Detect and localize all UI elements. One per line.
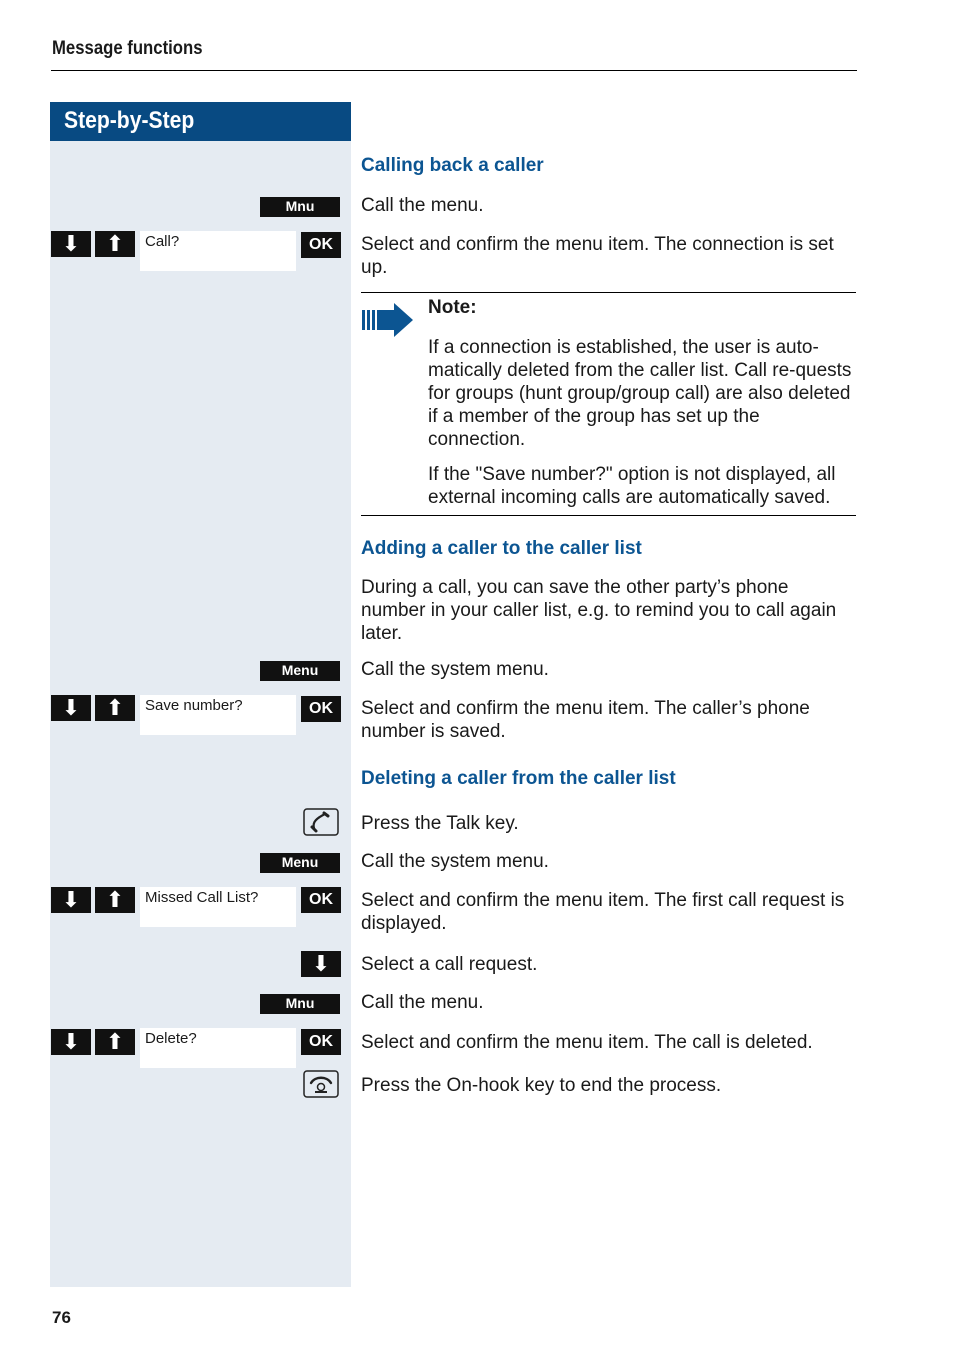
running-header: Message functions bbox=[52, 38, 203, 59]
talk-key-icon[interactable] bbox=[303, 808, 339, 836]
ok-key[interactable]: OK bbox=[301, 232, 341, 258]
display-text: Missed Call List? bbox=[145, 889, 259, 906]
note-arrow-icon bbox=[361, 302, 415, 338]
note-paragraph: If a connection is established, the user is auto-matically deleted from the caller list. Call re-quests for groups (hunt group/group call) are also deleted if a member of the group has set up the connection. bbox=[428, 337, 852, 450]
step-text: Call the menu. bbox=[361, 992, 484, 1013]
note-label: Note: bbox=[428, 297, 477, 318]
section-heading-deleting-caller: Deleting a caller from the caller list bbox=[361, 768, 676, 789]
step-text: Select and confirm the menu item. The connection is set up. bbox=[361, 234, 834, 278]
section-heading-calling-back: Calling back a caller bbox=[361, 155, 544, 176]
note-paragraph: If the "Save number?" option is not displayed, all external incoming calls are automatically saved. bbox=[428, 464, 836, 508]
on-hook-key-icon[interactable] bbox=[303, 1070, 339, 1098]
ok-key[interactable]: OK bbox=[301, 1029, 341, 1055]
header-rule bbox=[51, 70, 857, 71]
page-number: 76 bbox=[52, 1308, 71, 1327]
note-top-rule bbox=[361, 292, 856, 293]
up-arrow-key-icon[interactable]: ⬆ bbox=[95, 887, 135, 913]
up-arrow-key-icon[interactable]: ⬆ bbox=[95, 1029, 135, 1055]
step-text: Call the system menu. bbox=[361, 659, 549, 680]
step-text: Call the menu. bbox=[361, 195, 484, 216]
sidebar-title: Step-by-Step bbox=[64, 107, 195, 134]
display-field bbox=[140, 695, 296, 735]
down-arrow-key-icon[interactable]: ⬇ bbox=[301, 951, 341, 977]
display-field bbox=[140, 231, 296, 271]
menu-key[interactable]: Menu bbox=[260, 661, 340, 681]
section-intro: During a call, you can save the other party’s phone number in your caller list, e.g. to remind you to call again later. bbox=[361, 577, 837, 644]
display-text: Call? bbox=[145, 233, 180, 250]
section-heading-adding-caller: Adding a caller to the caller list bbox=[361, 538, 642, 559]
menu-key[interactable]: Menu bbox=[260, 853, 340, 873]
step-text: Select and confirm the menu item. The caller’s phone number is saved. bbox=[361, 698, 810, 742]
step-text: Call the system menu. bbox=[361, 851, 549, 872]
down-arrow-key-icon[interactable]: ⬇ bbox=[51, 695, 91, 721]
step-text: Press the On-hook key to end the process. bbox=[361, 1075, 722, 1096]
ok-key[interactable]: OK bbox=[301, 696, 341, 722]
mnu-key[interactable]: Mnu bbox=[260, 994, 340, 1014]
sidebar-title-bar bbox=[50, 102, 351, 141]
down-arrow-key-icon[interactable]: ⬇ bbox=[51, 887, 91, 913]
step-text: Select and confirm the menu item. The first call request is displayed. bbox=[361, 890, 845, 934]
up-arrow-key-icon[interactable]: ⬆ bbox=[95, 695, 135, 721]
display-text: Save number? bbox=[145, 697, 243, 714]
display-field bbox=[140, 1028, 296, 1068]
up-arrow-key-icon[interactable]: ⬆ bbox=[95, 231, 135, 257]
down-arrow-key-icon[interactable]: ⬇ bbox=[51, 1029, 91, 1055]
mnu-key[interactable]: Mnu bbox=[260, 197, 340, 217]
ok-key[interactable]: OK bbox=[301, 887, 341, 913]
display-text: Delete? bbox=[145, 1030, 197, 1047]
step-text: Select a call request. bbox=[361, 954, 538, 975]
note-bottom-rule bbox=[361, 515, 856, 516]
display-field bbox=[140, 887, 296, 927]
step-text: Select and confirm the menu item. The call is deleted. bbox=[361, 1032, 813, 1053]
down-arrow-key-icon[interactable]: ⬇ bbox=[51, 231, 91, 257]
step-text: Press the Talk key. bbox=[361, 813, 519, 834]
